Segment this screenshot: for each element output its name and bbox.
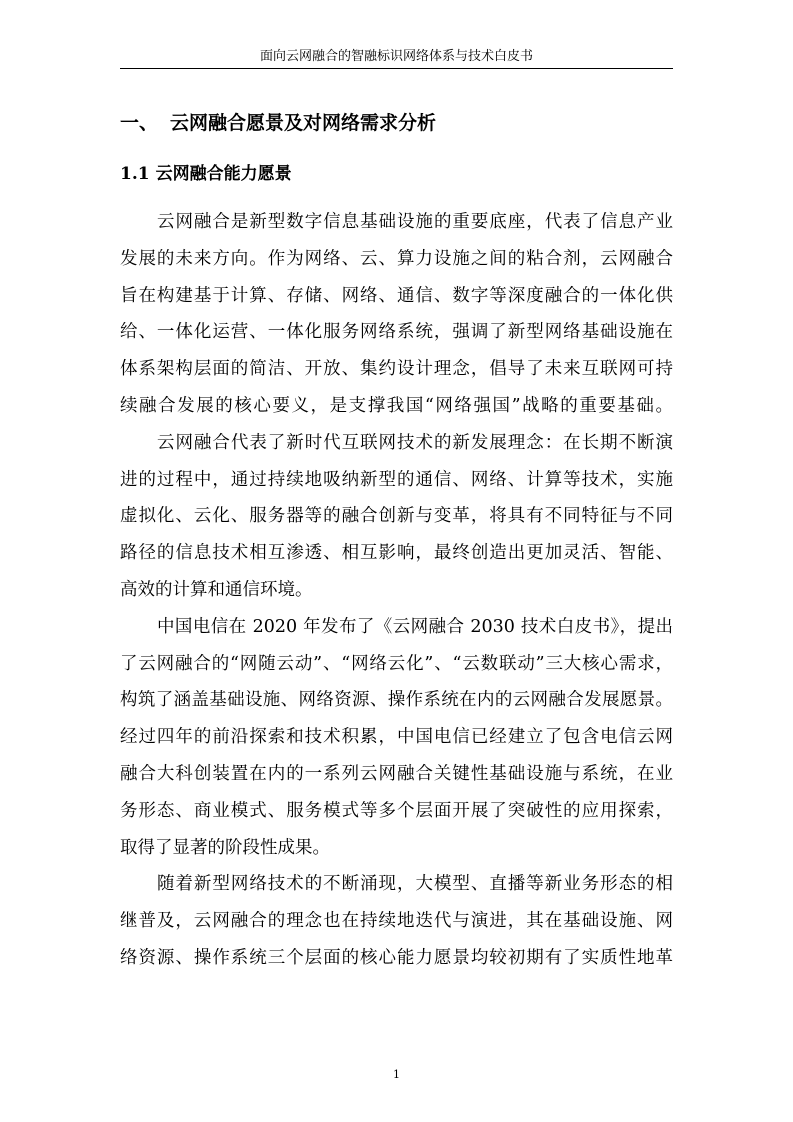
text-line: 构筑了涵盖基础设施、网络资源、操作系统在内的云网融合发展愿景。 (120, 690, 673, 711)
text-line: 发展的未来方向。作为网络、云、算力设施之间的粘合剂，云网融合 (120, 248, 673, 269)
text-line: 融合大科创装置在内的一系列云网融合关键性基础设施与系统，在业 (120, 763, 673, 784)
text-line: 虚拟化、云化、服务器等的融合创新与变革，将具有不同特征与不同 (120, 506, 673, 527)
section-title: 云网融合能力愿景 (155, 164, 292, 184)
text-line: 高效的计算和通信环境。 (120, 579, 313, 600)
text-line: 给、一体化运营、一体化服务网络系统，强调了新型网络基础设施在 (120, 322, 673, 343)
running-header: 面向云网融合的智融标识网络体系与技术白皮书 (259, 49, 533, 64)
section-heading (120, 162, 292, 186)
text-line: 体系架构层面的简洁、开放、集约设计理念，倡导了未来互联网可持 (120, 359, 673, 380)
text-line: 了云网融合的“网随云动”、“网络云化”、“云数联动”三大核心需求， (120, 653, 673, 674)
section-number: 1.1 (120, 164, 150, 184)
text-line: 进的过程中，通过持续地吸纳新型的通信、网络、计算等技术，实施 (120, 469, 673, 490)
text-line: 取得了显著的阶段性成果。 (120, 837, 330, 858)
text-line: 路径的信息技术相互渗透、相互影响，最终创造出更加灵活、智能、 (120, 543, 673, 564)
text-line: 继普及，云网融合的理念也在持续地迭代与演进，其在基础设施、网 (120, 911, 673, 932)
body-text (120, 204, 673, 977)
paragraph (120, 204, 673, 425)
text-line: 云网融合是新型数字信息基础设施的重要底座，代表了信息产业 (157, 212, 673, 232)
page-number: 1 (393, 1068, 400, 1081)
text-line: 中国电信在 2020 年发布了《云网融合 2030 技术白皮书》，提出 (157, 616, 673, 637)
chapter-title: 云网融合愿景及对网络需求分析 (170, 112, 437, 134)
chapter-number: 一、 (120, 112, 159, 134)
text-line: 络资源、操作系统三个层面的核心能力愿景均较初期有了实质性地革 (120, 947, 673, 968)
text-line: 续融合发展的核心要义，是支撑我国“网络强国”战略的重要基础。 (120, 395, 673, 416)
text-line: 经过四年的前沿探索和技术积累，中国电信已经建立了包含电信云网 (120, 727, 673, 748)
chapter-heading (120, 110, 436, 136)
header-divider (120, 68, 673, 69)
text-line: 旨在构建基于计算、存储、网络、通信、数字等深度融合的一体化供 (120, 285, 673, 306)
paragraph (120, 425, 673, 609)
text-line: 随着新型网络技术的不断涌现，大模型、直播等新业务形态的相 (157, 874, 673, 895)
text-line: 云网融合代表了新时代互联网技术的新发展理念：在长期不断演 (157, 432, 673, 453)
paragraph (120, 866, 673, 976)
text-line: 务形态、商业模式、服务模式等多个层面开展了突破性的应用探索， (120, 800, 673, 821)
paragraph (120, 609, 673, 867)
